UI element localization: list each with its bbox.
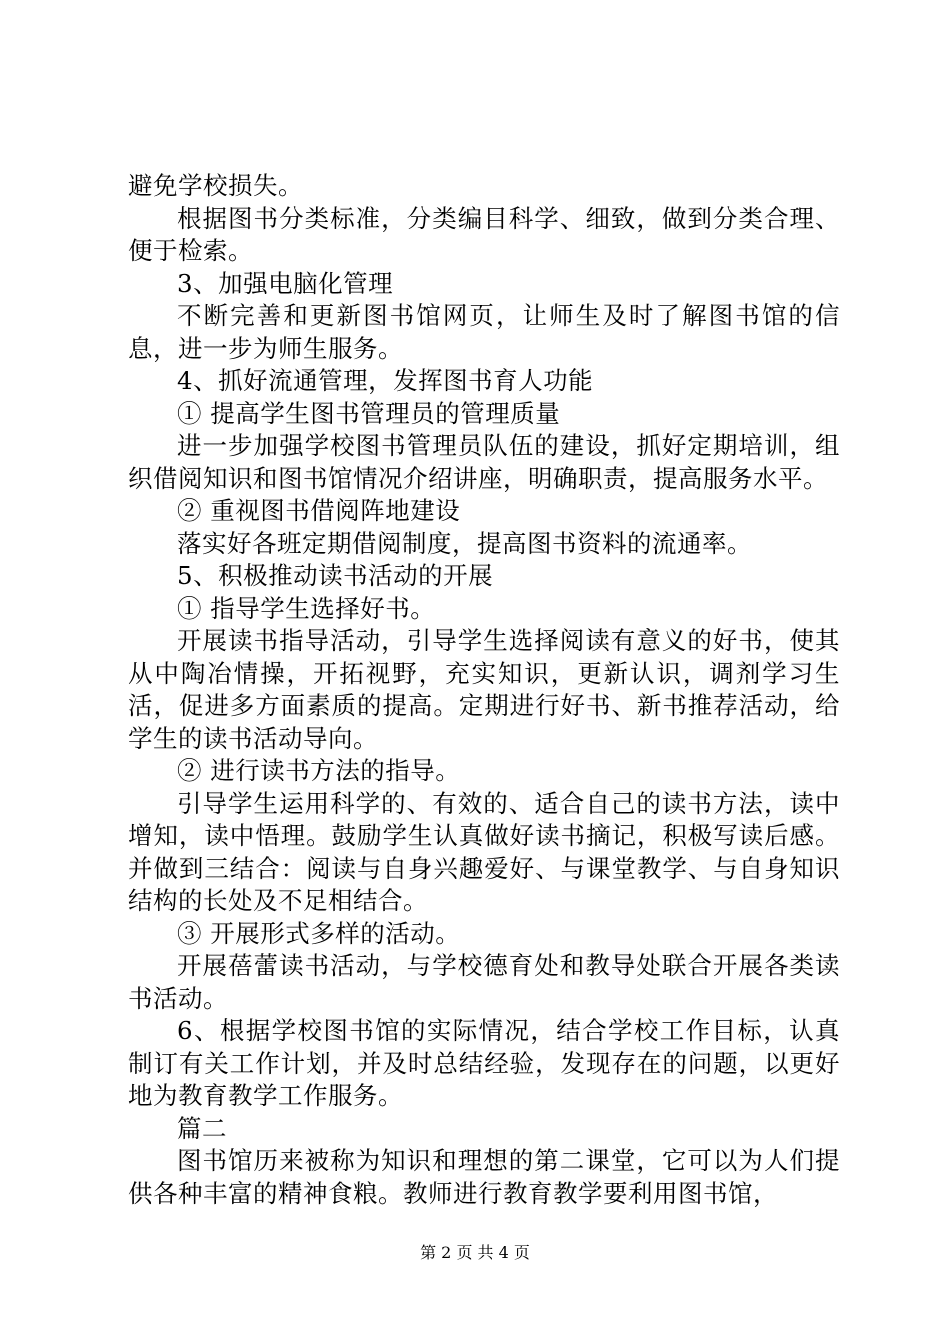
body-paragraph: 根据图书分类标准，分类编目科学、细致，做到分类合理、便于检索。 xyxy=(128,203,840,265)
body-paragraph: 开展读书指导活动，引导学生选择阅读有意义的好书，使其从中陶冶情操，开拓视野，充实知识，更新认识，调剂学习生活，促进多方面素质的提高。定期进行好书、新书推荐活动，给学生的读书活动导向。 xyxy=(128,626,840,753)
body-paragraph: 不断完善和更新图书馆网页，让师生及时了解图书馆的信息，进一步为师生服务。 xyxy=(128,301,840,363)
body-paragraph: ① 提高学生图书管理员的管理质量 xyxy=(177,398,561,428)
page-number-label: 第 2 页 共 4 页 xyxy=(420,1243,530,1262)
body-paragraph: 图书馆历来被称为知识和理想的第二课堂，它可以为人们提供各种丰富的精神食粮。教师进行教育教学要利用图书馆， xyxy=(128,1146,840,1208)
body-paragraph: 5、积极推动读书活动的开展 xyxy=(177,561,494,590)
document-body xyxy=(128,170,840,1210)
body-paragraph: 落实好各班定期借阅制度，提高图书资料的流通率。 xyxy=(177,528,752,558)
body-paragraph: ① 指导学生选择好书。 xyxy=(177,593,436,623)
body-paragraph: ② 重视图书借阅阵地建设 xyxy=(177,496,461,525)
body-paragraph: ② 进行读书方法的指导。 xyxy=(177,756,461,785)
body-paragraph: 进一步加强学校图书管理员队伍的建设，抓好定期培训，组织借阅知识和图书馆情况介绍讲座，明确职责，提高服务水平。 xyxy=(128,431,840,493)
body-paragraph: 篇二 xyxy=(177,1113,227,1143)
body-paragraph: 3、加强电脑化管理 xyxy=(177,268,394,298)
body-paragraph: 6、根据学校图书馆的实际情况，结合学校工作目标，认真制订有关工作计划，并及时总结经验，发现存在的问题，以更好地为教育教学工作服务。 xyxy=(128,1016,840,1110)
body-paragraph: 4、抓好流通管理，发挥图书育人功能 xyxy=(177,366,594,395)
body-paragraph: 引导学生运用科学的、有效的、适合自己的读书方法，读中增知，读中悟理。鼓励学生认真做好读书摘记，积极写读后感。并做到三结合：阅读与自身兴趣爱好、与课堂教学、与自身知识结构的长处及不足相结合。 xyxy=(128,788,840,915)
body-paragraph: 避免学校损失。 xyxy=(128,171,303,200)
page-footer xyxy=(0,1243,950,1263)
body-paragraph: 开展蓓蕾读书活动，与学校德育处和教导处联合开展各类读书活动。 xyxy=(128,951,840,1013)
body-paragraph: ③ 开展形式多样的活动。 xyxy=(177,918,461,948)
